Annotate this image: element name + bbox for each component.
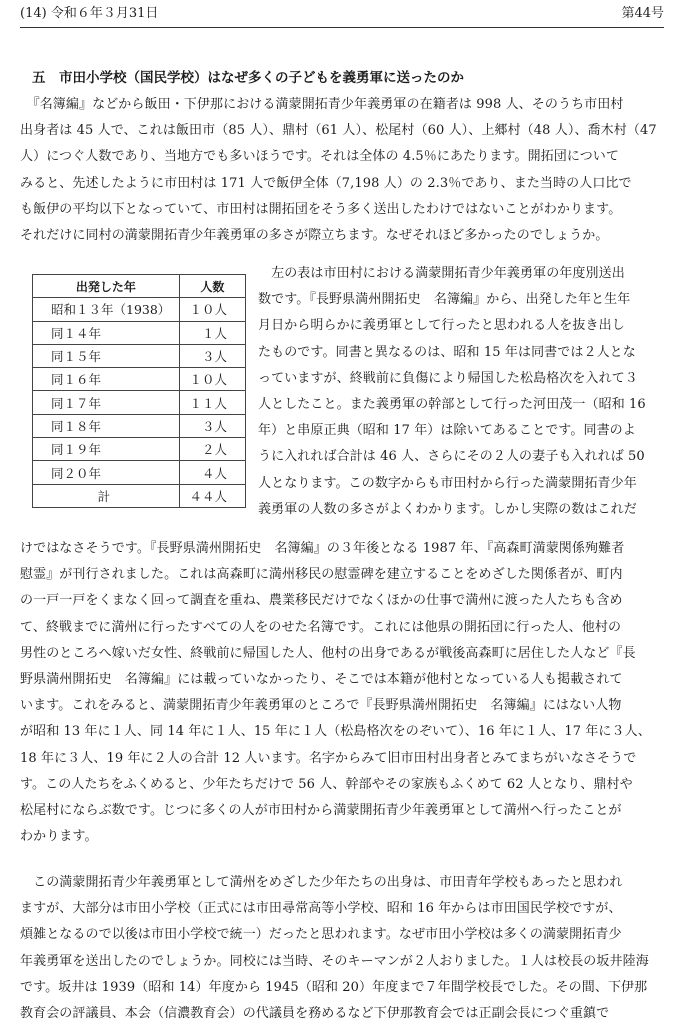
text-line: 出身者は 45 人で、これは飯田市（85 人）、鼎村（61 人）、松尾村（60 人）、上郷村（48 人）、喬木村（47 — [20, 123, 657, 139]
text-line: が昭和 13 年に１人、同 14 年に１人、15 年に１人（松島格次をのぞいて）、16 年に１人、17 年に３人、 — [20, 724, 651, 740]
paragraph-intro — [20, 92, 668, 249]
cell-year: 同１７年 — [33, 391, 180, 414]
table-row — [33, 461, 246, 484]
cell-count: ２人 — [179, 438, 245, 461]
text-line: 数です。『長野県満州開拓史 名簿編』から、出発した年と生年 — [258, 292, 631, 308]
table-row — [33, 414, 246, 437]
table-row — [33, 298, 246, 321]
text-line: 年義勇軍を送出したのでしょうか。同校には当時、そのキーマンが２人おりました。１人は校長の坂井陸海 — [20, 953, 649, 969]
cell-year: 同１８年 — [33, 414, 180, 437]
issue-number: 第44号 — [621, 6, 664, 21]
cell-count: ４人 — [179, 461, 245, 484]
text-line: それだけに同村の満蒙開拓青少年義勇軍の多さが際立ちます。なぜそれほど多かったのでしょうか。 — [20, 227, 609, 243]
text-line: 煩雑となるので以後は市田小学校で統一）だったと思われます。なぜ市田小学校は多くの満蒙開拓青少 — [20, 927, 622, 943]
cell-year: 同１５年 — [33, 344, 180, 367]
cell-count: １０人 — [179, 298, 245, 321]
paragraph-table-note — [258, 261, 668, 523]
text-line: の一戸一戸をくまなく回って調査を重ね、農業移民だけでなくほかの仕事で満州に渡った人たちも含め — [20, 593, 623, 609]
text-line: 男性のところへ嫁いだ女性、終戦前に帰国した人、他村の出身であるが戦後高森町に居住した人など『長 — [20, 645, 636, 661]
column-header-count: 人数 — [179, 275, 245, 298]
cell-year: 同１４年 — [33, 321, 180, 344]
text-line: も飯伊の平均以下となっていて、市田村は開拓団をそう多く送出したわけではないことがわかります。 — [20, 201, 622, 217]
text-line: 月日から明らかに義勇軍として行ったと思われる人を抜き出し — [258, 318, 625, 334]
cell-count: ３人 — [179, 414, 245, 437]
cell-count: １人 — [179, 321, 245, 344]
cell-count: １１人 — [179, 391, 245, 414]
cell-total-count: ４４人 — [179, 484, 245, 507]
text-line: けではなさそうです。『長野県満州開拓史 名簿編』の３年後となる 1987 年、『高森町満蒙関係殉難者 — [20, 541, 625, 556]
table-row — [33, 391, 246, 414]
departure-year-table — [32, 274, 246, 508]
header-divider — [20, 27, 664, 28]
section-heading: 五 市田小学校（国民学校）はなぜ多くの子どもを義勇軍に送ったのか — [32, 70, 464, 86]
paragraph-school-origin — [20, 870, 668, 1027]
text-line: です。坂井は 1939（昭和 14）年度から 1945（昭和 20）年度まで７年間学校長でした。その間、下伊那 — [20, 979, 648, 995]
table-row — [33, 438, 246, 461]
table-row — [33, 321, 246, 344]
text-line: て、終戦までに満州に行ったすべての人をのせた名簿です。これには他県の開拓団に行った人、他村の — [20, 619, 622, 635]
text-line: 野県満州開拓史 名簿編』には載っていなかったり、そこでは本籍が他村となっている人も掲載されて — [20, 671, 623, 687]
cell-count: １０人 — [179, 368, 245, 391]
text-line: 人となります。この数字からも市田村から行った満蒙開拓青少年 — [258, 475, 637, 491]
text-line: 義勇軍の人数の多さがよくわかります。しかし実際の数はこれだ — [258, 501, 637, 517]
cell-year: 昭和１３年（1938） — [33, 298, 180, 321]
table-row — [33, 344, 246, 367]
text-line: 人としたこと。また義勇軍の幹部として行った河田茂一（昭和 16 — [258, 396, 646, 412]
text-line: 慰霊』が刊行されました。これは高森町に満州移民の慰霊碑を建立することをめざした関係者が、町内 — [20, 567, 623, 583]
cell-total-label: 計 — [33, 484, 180, 507]
page-date-issue: (14) 令和６年３月31日 — [20, 6, 159, 21]
text-line: わかります。 — [20, 829, 98, 845]
column-header-year: 出発した年 — [33, 275, 180, 298]
text-line: みると、先述したように市田村は 171 人で飯伊全体（7,198 人）の 2.3％であり、また当時の人口比で — [20, 175, 632, 191]
text-line: うに入れれば合計は 46 人、さらにその２人の妻子も入れれば 50 — [258, 449, 645, 465]
text-line: ますが、大部分は市田小学校（正式には市田尋常高等小学校、昭和 16 年からは市田国民学校ですが、 — [20, 901, 622, 917]
text-line: 左の表は市田村における満蒙開拓青少年義勇軍の年度別送出 — [258, 266, 625, 281]
text-line: この満蒙開拓青少年義勇軍として満州をめざした少年たちの出身は、市田青年学校もあったと思われ — [20, 875, 623, 890]
text-line: 『名簿編』などから飯田・下伊那における満蒙開拓青少年義勇軍の在籍者は 998 人、そのうち市田村 — [20, 97, 624, 112]
paragraph-takamori-list — [20, 536, 668, 850]
table-header-row — [33, 275, 246, 298]
text-line: っていますが、終戦前に負傷により帰国した松島格次を入れて３ — [258, 370, 638, 386]
text-line: 教育会の評議員、本会（信濃教育会）の代議員を務めるなど下伊那教育会では正副会長につぐ重鎮で — [20, 1005, 610, 1021]
text-line: 松尾村にならぶ数です。じつに多くの人が市田村から満蒙開拓青少年義勇軍として満州へ行ったことが — [20, 802, 622, 818]
text-line: います。これをみると、満蒙開拓青少年義勇軍のところで『長野県満州開拓史 名簿編』にはない人物 — [20, 698, 622, 714]
cell-year: 同１９年 — [33, 438, 180, 461]
cell-year: 同１６年 — [33, 368, 180, 391]
text-line: 年）と串原正典（昭和 17 年）は除いてあることです。同書のよ — [258, 423, 636, 439]
text-line: す。この人たちをふくめると、少年たちだけで 56 人、幹部やその家族もふくめて 62 人となり、鼎村や — [20, 776, 633, 792]
text-line: 人）につぐ人数であり、当地方でも多いほうです。それは全体の 4.5％にあたります。開拓団について — [20, 149, 620, 165]
text-line: 18 年に３人、19 年に２人の合計 12 人います。名字からみて旧市田村出身者とみてまちがいなさそうで — [20, 750, 637, 766]
page-header — [20, 4, 664, 26]
table-total-row — [33, 484, 246, 507]
text-line: たものです。同書と異なるのは、昭和 15 年は同書では２人とな — [258, 344, 636, 360]
cell-count: ３人 — [179, 344, 245, 367]
table-row — [33, 368, 246, 391]
cell-year: 同２０年 — [33, 461, 180, 484]
